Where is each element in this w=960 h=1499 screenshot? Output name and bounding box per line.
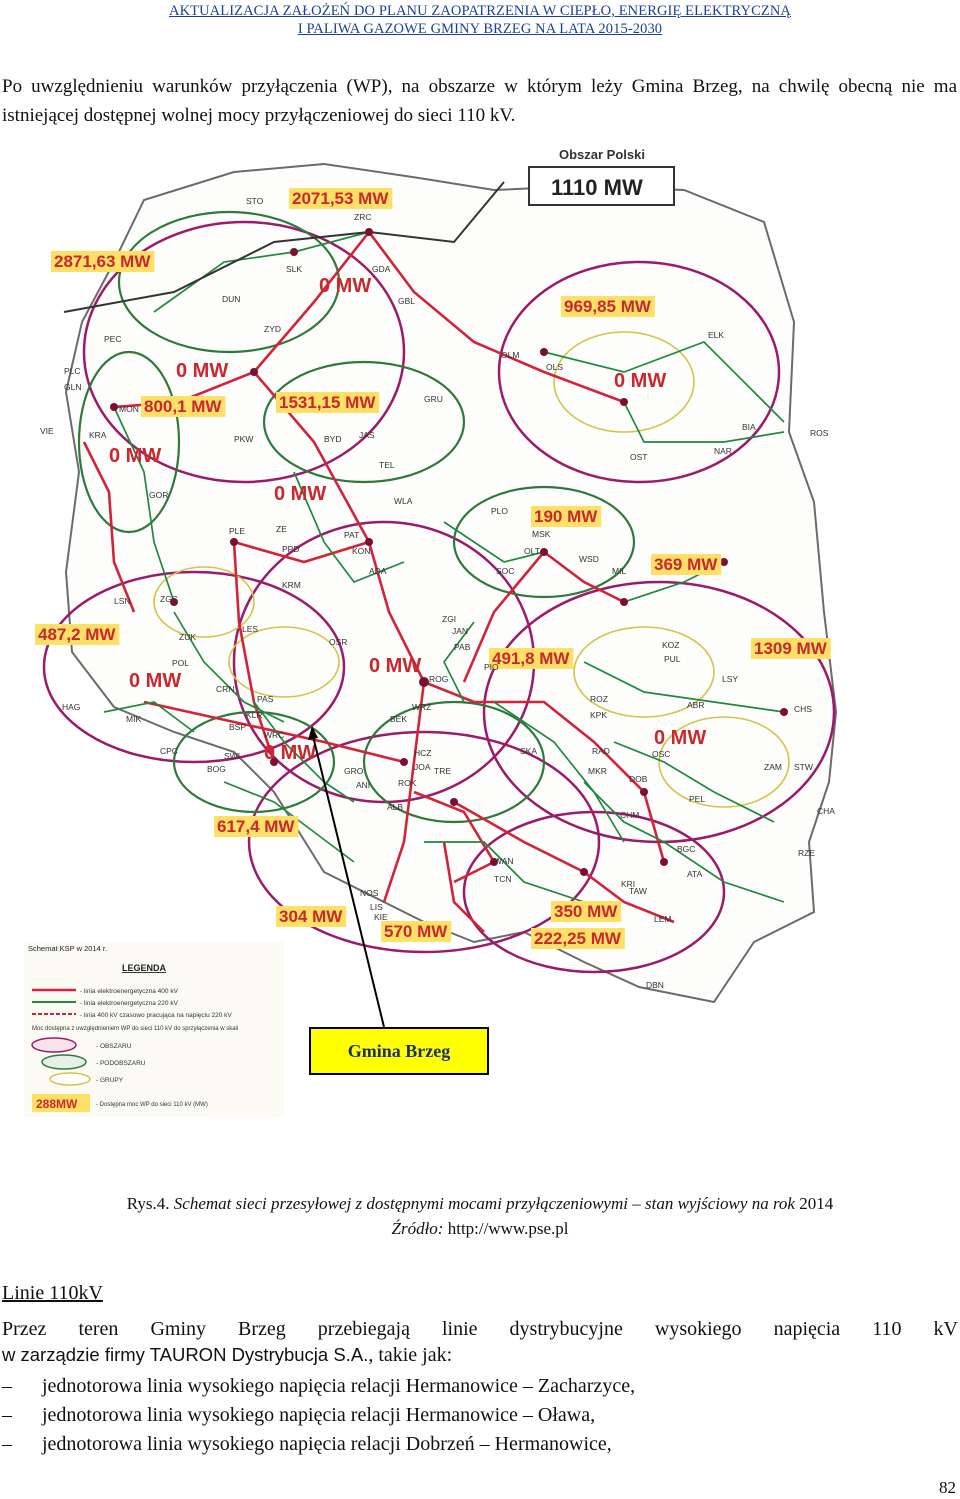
map-node-label: SWI	[224, 751, 241, 761]
legend-grupy: - GRUPY	[96, 1077, 124, 1084]
map-node-label: TRE	[434, 766, 451, 776]
legend-note: Moc dostępna z uwzględnieniem WP do sieci 110 kV do sprzyłączenia w skali	[32, 1026, 239, 1032]
map-node-label: WSD	[579, 554, 599, 564]
map-value-label: 222,25 MW	[534, 929, 621, 948]
paragraph-line-1	[2, 1316, 958, 1342]
map-node-label: DUN	[222, 294, 241, 304]
legend-line-400-220: - linia 400 kV czasowo pracująca na napięciu 220 kV	[80, 1012, 232, 1019]
legend-swatch-sample: 288MW	[36, 1097, 78, 1111]
map-node-label: ZUK	[179, 632, 196, 642]
map-node-label: PAT	[344, 530, 360, 540]
map-value-label: 570 MW	[384, 922, 448, 941]
map-node-label: DBN	[646, 980, 664, 990]
map-node-label: WRZ	[412, 702, 432, 712]
paragraph-word: Brzeg	[238, 1318, 286, 1340]
map-node-label: STW	[794, 762, 813, 772]
list-item-text: jednotorowa linia wysokiego napięcia relacji Dobrzeń – Hermanowice,	[42, 1433, 612, 1455]
paragraph-word: 110	[872, 1318, 902, 1340]
caption-year: 2014	[799, 1194, 834, 1213]
map-node-label: BEK	[390, 714, 408, 724]
map-node-label: RAD	[592, 746, 610, 756]
paragraph-word: kV	[933, 1318, 958, 1340]
map-node-label: ZAM	[764, 762, 782, 772]
map-value-label: 1531,15 MW	[279, 393, 376, 412]
map-node-label: GRO	[344, 766, 364, 776]
paragraph-word: napięcia	[773, 1318, 841, 1340]
map-node-label: PLO	[491, 506, 509, 516]
map-node-label: WLA	[394, 496, 413, 506]
legend-podobszaru: - PODOBSZARU	[96, 1060, 146, 1067]
map-node-label: BSP	[229, 722, 247, 732]
map-value-label: 491,8 MW	[492, 649, 570, 668]
list-dash: –	[2, 1404, 12, 1426]
list-dash: –	[2, 1375, 12, 1397]
map-node-label: ROG	[429, 674, 449, 684]
map-node-label: ABR	[687, 700, 705, 710]
map-node-label: ROS	[810, 428, 829, 438]
map-value-label: 0 MW	[614, 370, 667, 392]
map-node-label: BOG	[207, 764, 226, 774]
map-value-label: 369 MW	[654, 555, 718, 574]
paragraph-word: wysokiego	[654, 1318, 742, 1340]
map-node-label: ALB	[387, 802, 404, 812]
map-node-label: KRA	[89, 430, 107, 440]
map-value-label: 2071,53 MW	[292, 189, 389, 208]
map-node-label: GLN	[64, 382, 82, 392]
map-node-label: LSY	[722, 674, 739, 684]
map-node-label: ADA	[369, 566, 387, 576]
map-node-label: POL	[172, 658, 190, 668]
map-node-label: OLS	[546, 362, 564, 372]
map-node-label: MIL	[612, 566, 627, 576]
map-node-label: PLC	[64, 366, 81, 376]
map-node-label: KPK	[590, 710, 608, 720]
map-node-label: MON	[119, 404, 139, 414]
map-node-label: PPD	[282, 544, 300, 554]
map-node-label: WAN	[494, 856, 514, 866]
map-value-label: 304 MW	[279, 907, 343, 926]
map-node-label: STO	[246, 196, 264, 206]
header-line-2: I PALIWA GAZOWE GMINY BRZEG NA LATA 2015-2030	[297, 21, 663, 37]
obszar-label: Obszar Polski	[559, 147, 645, 162]
map-node-label: OSR	[329, 637, 348, 647]
map-value-label: 617,4 MW	[217, 817, 295, 836]
map-node-label: ZGC	[160, 594, 178, 604]
map-node-label: KRI	[621, 879, 636, 889]
map-node-label: CHS	[794, 704, 812, 714]
map-node-label: GBL	[398, 296, 416, 306]
map-node-label: HAG	[62, 702, 81, 712]
map-node-label: CHM	[620, 810, 640, 820]
map-node-label: TAW	[629, 886, 647, 896]
map-node-label: PIO	[484, 662, 499, 672]
map-node-label: OSC	[652, 749, 671, 759]
figure-caption	[0, 1193, 960, 1215]
map-node-label: ANI	[356, 780, 371, 790]
map-node-label: PEL	[689, 794, 706, 804]
map-node-label: JAS	[359, 430, 375, 440]
map-node-label: TEL	[379, 460, 395, 470]
gmina-brzeg-callout: Gmina Brzeg	[309, 1027, 489, 1075]
caption-title: Schemat sieci przesyłowej z dostępnymi mocami przyłączeniowymi – stan wyjściowy na rok	[173, 1194, 795, 1213]
line-list	[2, 1372, 958, 1459]
map-node-label: WRC	[264, 730, 285, 740]
map-node-label: NAR	[714, 446, 732, 456]
map-node-label: SKA	[520, 746, 538, 756]
map-node-label: ZGI	[442, 614, 457, 624]
map-node-label: LSN	[114, 596, 131, 606]
map-node-label: GDA	[372, 264, 391, 274]
list-dash: –	[2, 1433, 12, 1455]
map-node-label: DOB	[629, 774, 648, 784]
header-line-1: AKTUALIZACJA ZAŁOŻEŃ DO PLANU ZAOPATRZENIA W CIEPŁO, ENERGIĘ ELEKTRYCZNĄ	[169, 3, 791, 19]
map-value-label: 800,1 MW	[144, 397, 222, 416]
map-node-label: ELK	[708, 330, 725, 340]
map-value-label: 0 MW	[264, 742, 317, 764]
map-node-label: ZE	[276, 524, 287, 534]
paragraph-word: Przez	[2, 1318, 47, 1340]
map-node-label: BGC	[677, 844, 696, 854]
map-node-label: KON	[352, 546, 371, 556]
map-node-label: CPC	[160, 746, 178, 756]
body-paragraph	[2, 1316, 958, 1368]
map-node-label: MIK	[126, 714, 142, 724]
grid-map-figure	[24, 142, 856, 1122]
map-node-label: PLE	[229, 526, 246, 536]
map-node-label: JAN	[452, 626, 469, 636]
map-value-label: 0 MW	[654, 727, 707, 749]
obszar-total: 1110 MW	[551, 175, 643, 200]
map-value-label: 190 MW	[534, 507, 598, 526]
map-value-label: 1309 MW	[754, 639, 827, 658]
map-node-label: ATA	[687, 869, 703, 879]
schemat-label: Schemat KSP w 2014 r.	[28, 944, 108, 953]
legend-obszaru: - OBSZARU	[96, 1043, 132, 1050]
source-label: Źródło:	[391, 1219, 444, 1238]
map-node-label: PUL	[664, 654, 681, 664]
map-node-label: GRU	[424, 394, 443, 404]
map-node-label: PKW	[234, 434, 254, 444]
map-node-label: KRM	[282, 580, 301, 590]
map-node-label: KLR	[246, 710, 263, 720]
paragraph-word: Gminy	[150, 1318, 206, 1340]
map-node-label: MKR	[588, 766, 607, 776]
map-node-label: KIE	[374, 912, 388, 922]
legend-line-220: - linia elektroenergetyczna 220 kV	[80, 1000, 178, 1007]
map-node-label: RZE	[798, 848, 815, 858]
map-node-label: SOC	[496, 566, 515, 576]
map-node-label: CRN	[216, 684, 235, 694]
legend	[24, 942, 284, 1117]
figure-source	[0, 1218, 960, 1240]
map-value-label: 969,85 MW	[564, 297, 651, 316]
list-item	[2, 1372, 958, 1401]
map-node-label: PAB	[454, 642, 471, 652]
map-value-label: 0 MW	[319, 275, 372, 297]
map-node-label: BYD	[324, 434, 342, 444]
map-node-label: VIE	[40, 426, 54, 436]
map-value-label: 0 MW	[109, 445, 162, 467]
paragraph-word: dystrybucyjne	[509, 1318, 623, 1340]
map-node-label: CHA	[817, 806, 835, 816]
operator-name: w zarządzie firmy TAURON Dystrybucja S.A.	[2, 1344, 369, 1365]
map-value-label: 0 MW	[129, 670, 182, 692]
map-node-label: ROZ	[590, 694, 608, 704]
intro-paragraph: Po uwzględnieniu warunków przyłączenia (WP), na obszarze w którym leży Gmina Brzeg, na chwilę obecną nie ma istniejącej dostępnej wolnej mocy przyłączeniowej do sieci 110 kV.	[2, 76, 957, 126]
map-node-label: PEC	[104, 334, 122, 344]
map-value-label: 2871,63 MW	[54, 252, 151, 271]
map-node-label: PAS	[257, 694, 274, 704]
map-value-label: 0 MW	[176, 360, 229, 382]
map-node-label: LEM	[654, 914, 672, 924]
grid-map	[24, 142, 856, 1122]
page-header	[0, 2, 960, 38]
caption-prefix: Rys.4.	[126, 1194, 170, 1213]
map-node-label: TCN	[494, 874, 512, 884]
map-node-label: GOR	[149, 490, 169, 500]
map-node-label: ROK	[398, 778, 417, 788]
map-node-label: NOS	[360, 888, 379, 898]
paragraph-word: teren	[78, 1318, 119, 1340]
map-value-label: 350 MW	[554, 902, 618, 921]
map-value-label: 0 MW	[369, 655, 422, 677]
map-node-label: LES	[242, 624, 259, 634]
legend-line-400: - linia elektroenergetyczna 400 kV	[80, 988, 178, 995]
paragraph-line-2	[2, 1342, 958, 1368]
legend-swatch-desc: - Dostępna moc WP do sieci 110 kV (MW)	[96, 1102, 208, 1108]
map-node-label: OLM	[501, 350, 520, 360]
paragraph-line-2-tail: , takie jak:	[368, 1344, 453, 1366]
map-node-label: OST	[630, 452, 648, 462]
list-item-text: jednotorowa linia wysokiego napięcia relacji Hermanowice – Oława,	[42, 1404, 596, 1426]
paragraph-word: przebiegają	[317, 1318, 410, 1340]
map-node-label: SLK	[286, 264, 303, 274]
page-number: 82	[939, 1478, 956, 1497]
map-node-label: KOZ	[662, 640, 680, 650]
map-value-label: 487,2 MW	[38, 625, 116, 644]
list-item	[2, 1430, 958, 1459]
map-node-label: ZYD	[264, 324, 281, 334]
list-item-text: jednotorowa linia wysokiego napięcia relacji Hermanowice – Zacharzyce,	[42, 1375, 636, 1397]
map-node-label: HCZ	[414, 748, 432, 758]
map-node-label: BIA	[742, 422, 756, 432]
map-node-label: LIS	[370, 902, 383, 912]
paragraph-word: linie	[441, 1318, 478, 1340]
map-node-label: ZRC	[354, 212, 372, 222]
legend-title: LEGENDA	[122, 963, 167, 973]
list-item	[2, 1401, 958, 1430]
map-node-label: JOA	[414, 762, 431, 772]
source-url: http://www.pse.pl	[447, 1219, 569, 1238]
map-node-label: OLT	[524, 546, 540, 556]
map-value-label: 0 MW	[274, 483, 327, 505]
section-title: Linie 110kV	[2, 1282, 103, 1304]
map-node-label: MSK	[532, 529, 551, 539]
